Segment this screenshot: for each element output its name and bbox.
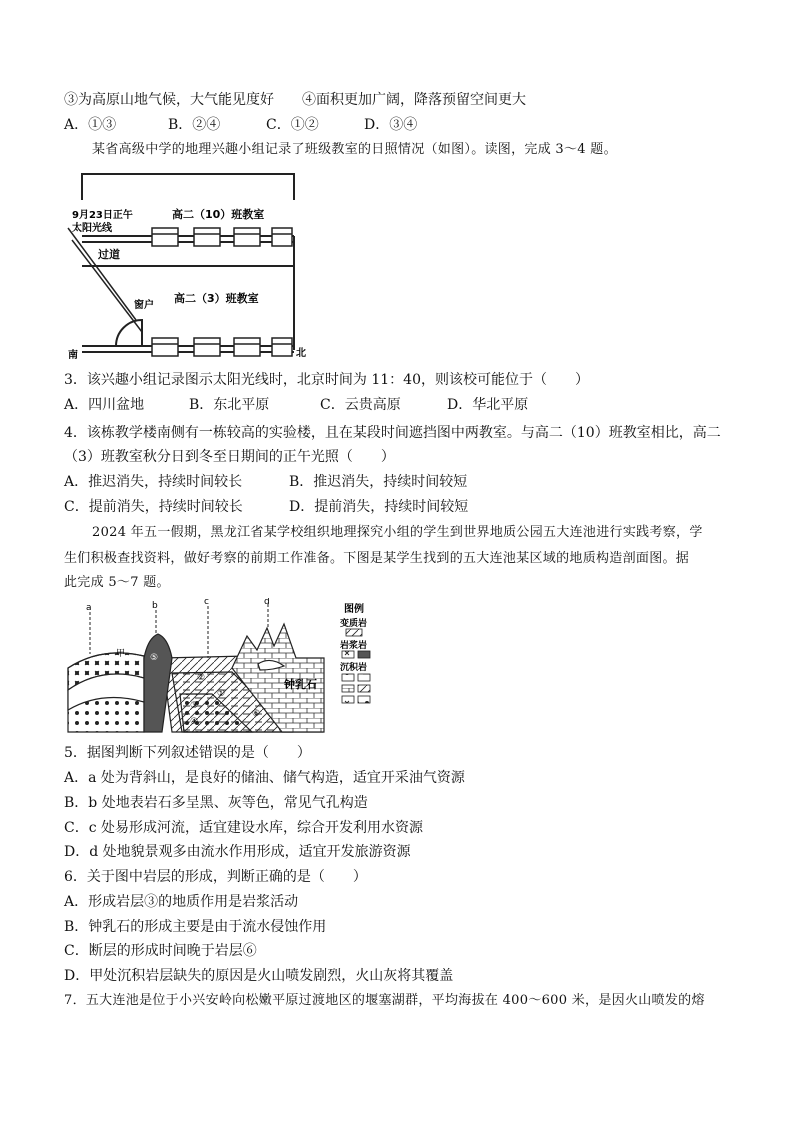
layer-5: ⑤ (150, 653, 159, 663)
question-5: 5．据图判断下列叙述错误的是（ ） (64, 745, 311, 761)
marker-b: b (152, 601, 158, 611)
sun-label-date: 9月23日正午 (72, 210, 133, 221)
question-6: 6．关于图中岩层的形成，判断正确的是（ ） (64, 869, 367, 885)
legend-sedimentary: 沉积岩 (340, 663, 368, 673)
window-label: 窗户 (134, 300, 154, 311)
option-c: C．①② (266, 117, 319, 133)
intro-paragraph-2-line-1: 2024 年五一假期，黑龙江省某学校组织地理探究小组的学生到世界地质公园五大连池进行实践考察，学 (92, 525, 703, 540)
q6-option-d: D．甲处沉积岩层缺失的原因是火山喷发剧烈，火山灰将其覆盖 (64, 968, 454, 984)
marker-d: d (264, 598, 270, 607)
q5-option-b: B．b 处地表岩石多呈黑、灰等色，常见气孔构造 (64, 795, 368, 811)
geologic-section-diagram (62, 598, 392, 738)
q3-option-c: C．云贵高原 (320, 397, 401, 413)
legend-title: 图例 (344, 604, 364, 615)
layer-6: ⑥ (252, 709, 261, 719)
layer-4: ④ (190, 717, 199, 727)
room-label-top: 高二（10）班教室 (172, 208, 265, 221)
legend-metamorphic: 变质岩 (340, 619, 368, 629)
legend-igneous: 岩浆岩 (340, 641, 368, 651)
q5-option-c: C．c 处易形成河流，适宜建设水库，综合开发利用水资源 (64, 820, 424, 836)
q3-option-d: D．华北平原 (447, 397, 529, 413)
question-4-line-2: （3）班教室秋分日到冬至日期间的正午光照（ ） (64, 449, 395, 465)
question-4-options-2 (64, 497, 468, 517)
room-label-bottom: 高二（3）班教室 (174, 292, 259, 305)
intro-paragraph-2-line-2: 生们积极查找资料，做好考察的前期工作准备。下图是某学生找到的五大连池某区域的地质构造剖面图。据 (64, 551, 690, 566)
option-line-3-4: ③为高原山地气候，大气能见度好 ④面积更加广阔，降落预留空间更大 (64, 92, 526, 108)
q3-option-a: A．四川盆地 (64, 397, 145, 413)
question-3-options (64, 395, 528, 415)
q6-option-c: C．断层的形成时间晚于岩层⑥ (64, 943, 257, 959)
question-3: 3．该兴趣小组记录图示太阳光线时，北京时间为 11：40，则该校可能位于（ ） (64, 372, 589, 388)
q4-option-a: A．推迟消失，持续时间较长 (64, 474, 243, 490)
stalactite-label: 钟乳石 (284, 678, 317, 691)
option-a: A．①③ (64, 117, 117, 133)
layer-1: ① (217, 689, 226, 699)
layer-2: ② (197, 673, 206, 683)
q6-option-b: B．钟乳石的形成主要是由于流水侵蚀作用 (64, 919, 327, 935)
q4-option-b: B．推迟消失，持续时间较短 (289, 474, 468, 490)
answer-options-row (64, 115, 417, 135)
q4-option-c: C．提前消失，持续时间较长 (64, 499, 243, 515)
north-label: 北 (296, 348, 306, 359)
q3-option-b: B．东北平原 (189, 397, 270, 413)
q5-option-a: A．a 处为背斜山，是良好的储油、储气构造，适宜开采油气资源 (64, 770, 465, 786)
legend (340, 602, 370, 703)
option-d: D．③④ (364, 117, 418, 133)
intro-paragraph-2-line-3: 此完成 5～7 题。 (64, 575, 170, 590)
marker-c: c (204, 598, 209, 607)
question-4-options-1 (64, 472, 467, 492)
question-4-line-1: 4．该栋教学楼南侧有一栋较高的实验楼，且在某段时间遮挡图中两教室。与高二（10）班教室相比，高二 (64, 425, 721, 441)
q6-option-a: A．形成岩层③的地质作用是岩浆活动 (64, 894, 299, 910)
option-b: B．②④ (168, 117, 221, 133)
south-label: 南 (68, 350, 78, 360)
marker-a: a (86, 603, 92, 613)
q4-option-d: D．提前消失，持续时间较短 (289, 499, 469, 515)
corridor-label: 过道 (98, 248, 120, 261)
intro-paragraph-1: 某省高级中学的地理兴趣小组记录了班级教室的日照情况（如图）。读图，完成 3～4 题。 (92, 142, 617, 157)
classroom-sunlight-diagram (62, 170, 312, 360)
layer-3: ③ (190, 701, 199, 711)
label-jia: 甲 (116, 649, 126, 659)
sun-label-ray: 太阳光线 (72, 223, 112, 234)
question-7: 7．五大连池是位于小兴安岭向松嫩平原过渡地区的堰塞湖群，平均海拔在 400～600 米，是因火山喷发的熔 (64, 993, 705, 1008)
q5-option-d: D．d 处地貌景观多由流水作用形成，适宜开发旅游资源 (64, 844, 411, 860)
